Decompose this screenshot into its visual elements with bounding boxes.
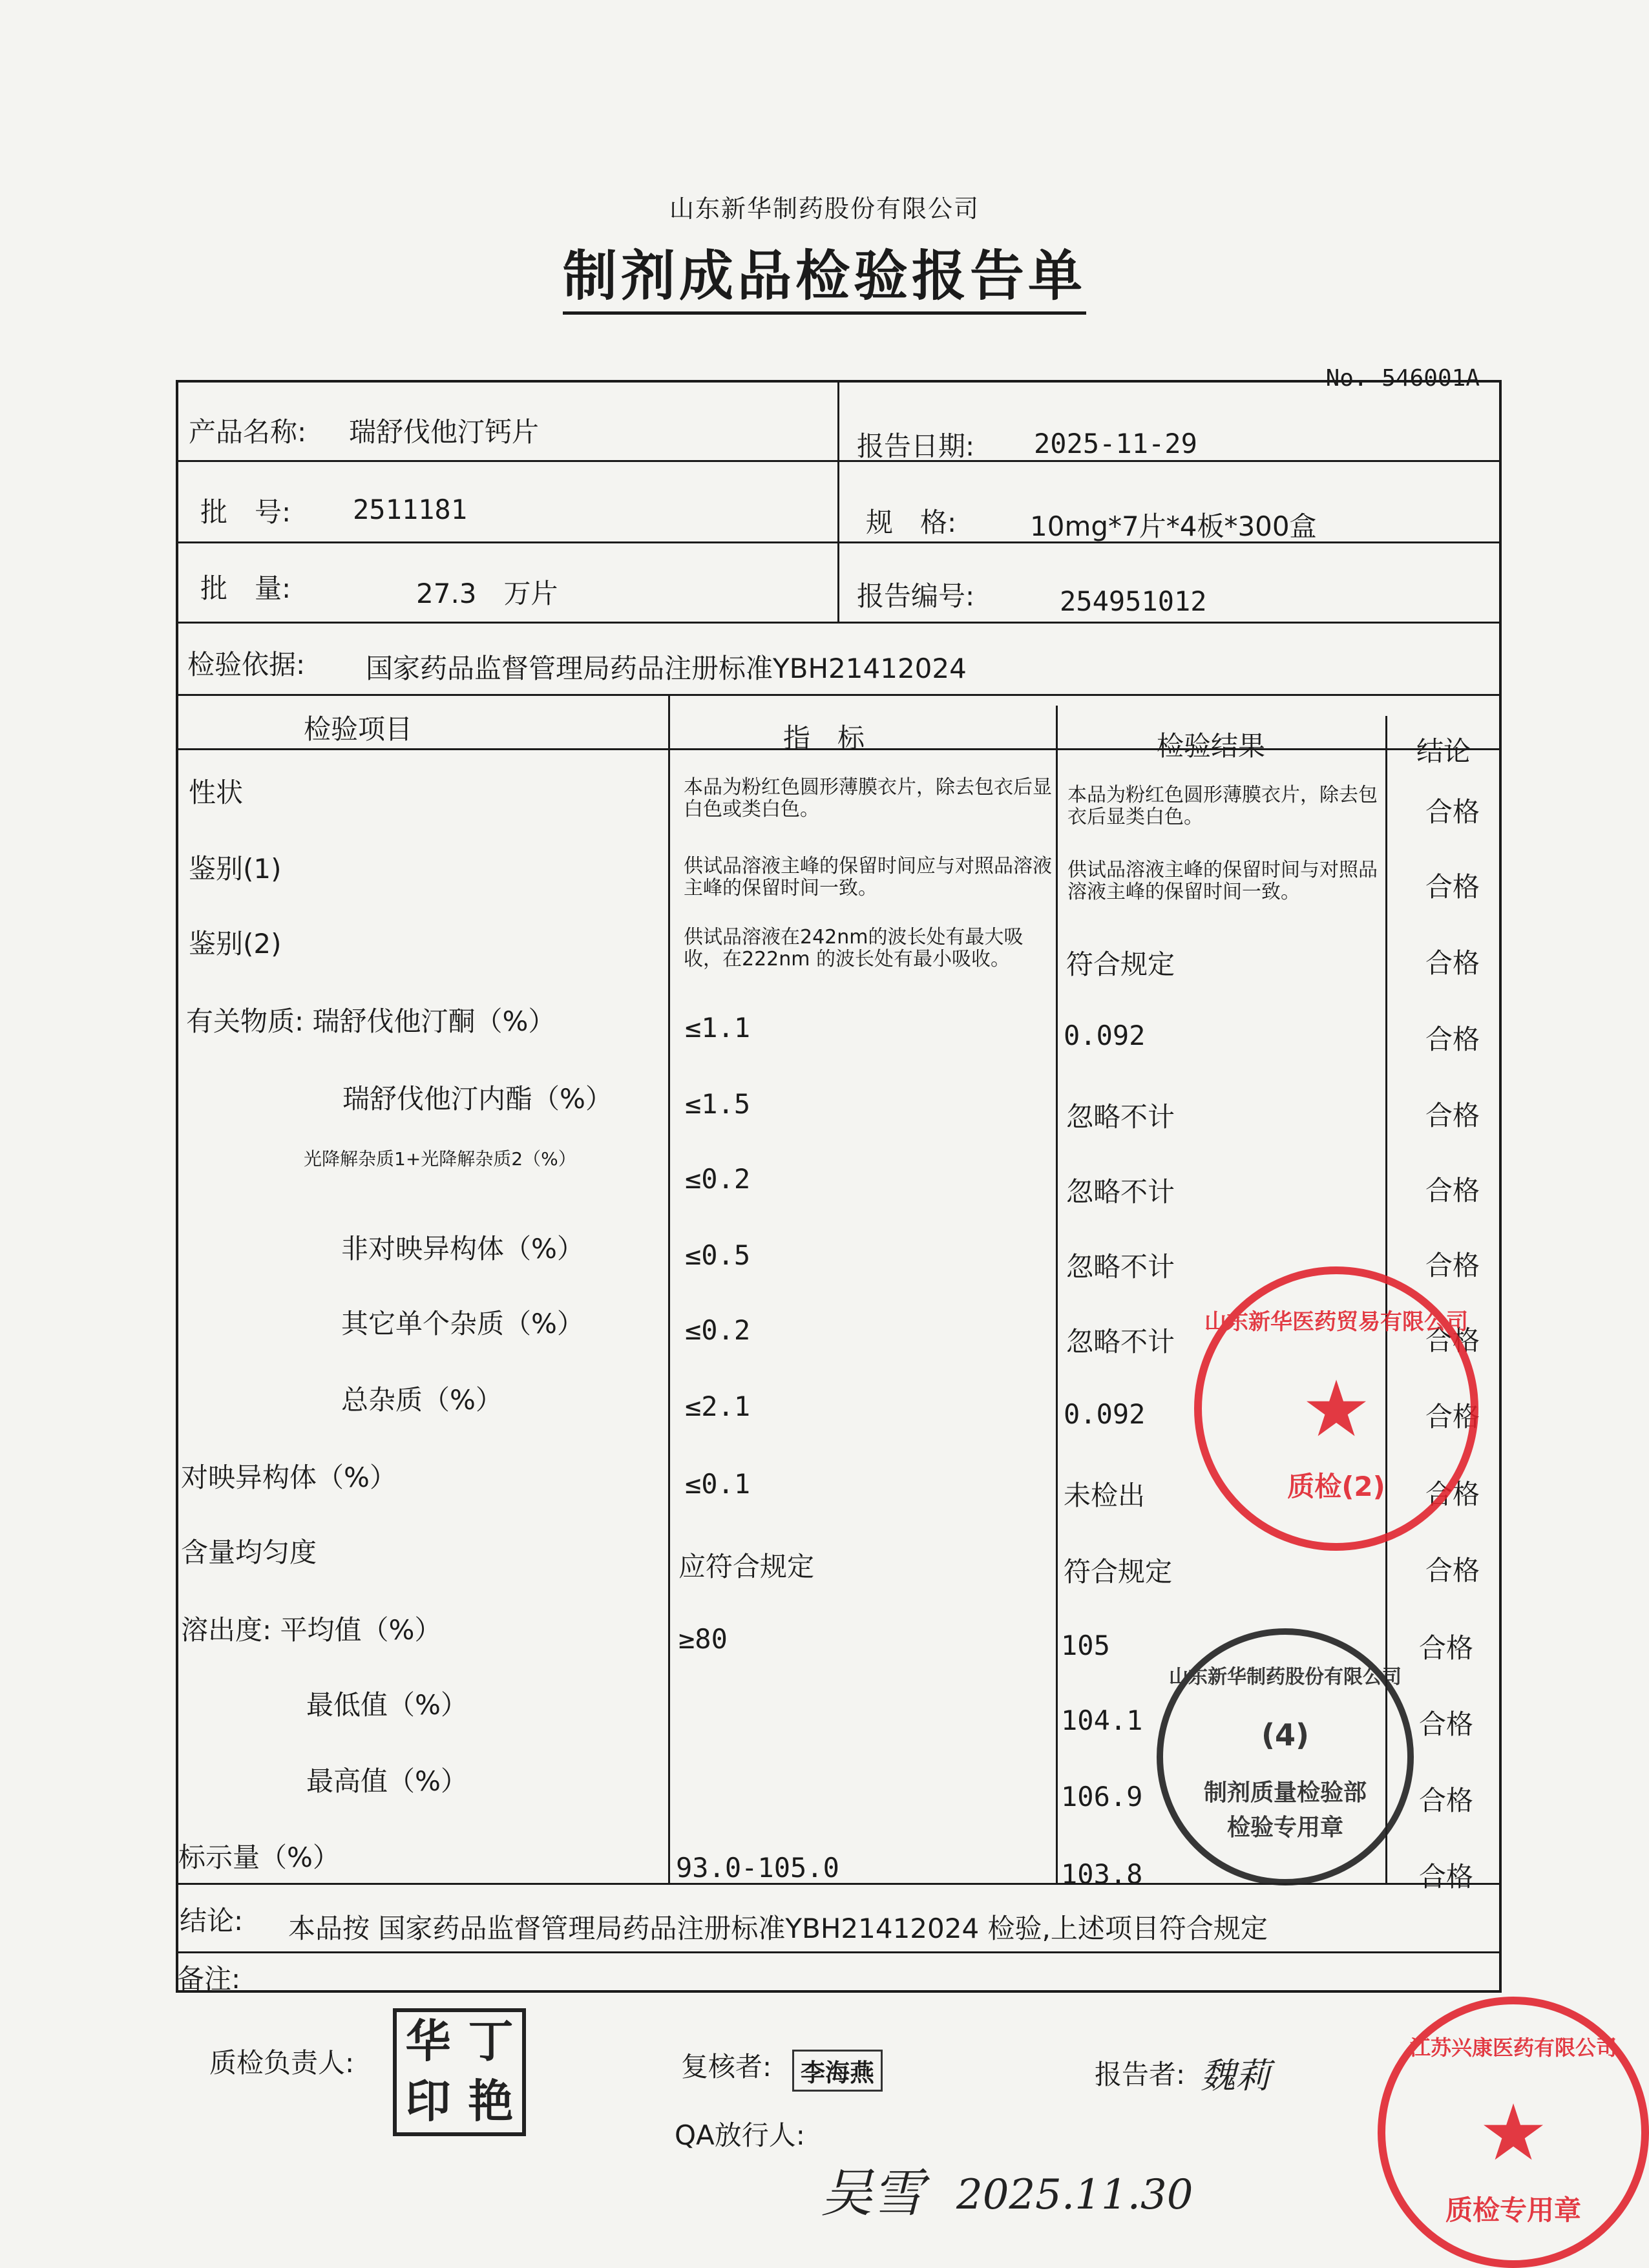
batch-number-value: 2511181 (353, 494, 468, 525)
inspection-department-stamp: 山东新华制药股份有限公司 (4) 制剂质量检验部 检验专用章 (1157, 1628, 1414, 1885)
row-spec: 供试品溶液在242nm的波长处有最大吸收，在222nm 的波长处有最小吸收。 (684, 926, 1024, 971)
row-result: 0.092 (1064, 1020, 1146, 1051)
conclusion-label: 结论: (180, 1905, 244, 1937)
inspection-basis-value: 国家药品监督管理局药品注册标准YBH21412024 (366, 653, 967, 684)
row-spec: ≤1.5 (685, 1088, 751, 1120)
row-spec: ≤0.2 (685, 1314, 751, 1346)
row-item: 性状 (189, 777, 244, 808)
company-name: 山东新华制药股份有限公司 (669, 194, 980, 223)
row-item: 含量均匀度 (181, 1537, 317, 1568)
row-item: 溶出度: 平均值（%） (181, 1614, 442, 1646)
row-item: 鉴别(2) (189, 928, 282, 960)
reviewer-label: 复核者: (681, 2051, 772, 2083)
row-conclusion: 合格 (1425, 1100, 1480, 1131)
batch-quantity-label: 批 量: (200, 572, 291, 604)
row-result: 供试品溶液主峰的保留时间与对照品溶液主峰的保留时间一致。 (1067, 859, 1378, 903)
product-name-label: 产品名称: (189, 416, 307, 448)
row-conclusion: 合格 (1425, 1555, 1480, 1586)
header-spec: 指 标 (783, 722, 865, 754)
row-conclusion: 合格 (1419, 1632, 1474, 1664)
row-result: 符合规定 (1066, 949, 1175, 980)
qa-release-date: 2025.11.30 (956, 2171, 1193, 2219)
inspection-basis-label: 检验依据: (187, 649, 306, 680)
row-result: 忽略不计 (1066, 1251, 1175, 1283)
row-conclusion: 合格 (1425, 1175, 1480, 1206)
row-spec: 本品为粉红色圆形薄膜衣片，除去包衣后显白色或类白色。 (684, 776, 1052, 821)
row-result: 0.092 (1064, 1398, 1146, 1430)
row-item: 对映异构体（%） (181, 1462, 397, 1493)
row-item: 标示量（%） (178, 1842, 340, 1873)
row-spec: 供试品溶液主峰的保留时间应与对照品溶液主峰的保留时间一致。 (684, 855, 1052, 899)
specification-label: 规 格: (866, 507, 957, 538)
batch-quantity-value: 27.3 万片 (416, 578, 558, 609)
red-company-stamp: 山东新华医药贸易有限公司 ★ 质检(2) (1194, 1266, 1478, 1551)
row-conclusion: 合格 (1425, 1250, 1480, 1281)
qa-signature: 吴雪 (821, 2163, 924, 2223)
report-date-value: 2025-11-29 (1034, 428, 1197, 459)
header-item: 检验项目 (304, 713, 413, 745)
reporter-signature: 魏莉 (1201, 2055, 1270, 2096)
row-conclusion: 合格 (1425, 796, 1480, 828)
row-spec: ≤0.5 (685, 1239, 751, 1271)
row-item: 其它单个杂质（%） (341, 1308, 584, 1339)
row-spec: ≤1.1 (685, 1012, 751, 1044)
row-conclusion: 合格 (1425, 1024, 1480, 1055)
row-result: 104.1 (1061, 1705, 1143, 1736)
row-spec: ≤0.1 (685, 1468, 751, 1500)
row-item: 有关物质: 瑞舒伐他汀酮（%） (186, 1005, 556, 1037)
row-conclusion: 合格 (1419, 1708, 1474, 1740)
report-title: 制剂成品检验报告单 (0, 233, 1649, 311)
row-item: 最高值（%） (306, 1765, 468, 1797)
row-conclusion: 合格 (1419, 1861, 1474, 1893)
row-conclusion: 合格 (1425, 1478, 1480, 1510)
batch-number-label: 批 号: (200, 496, 291, 528)
header-result: 检验结果 (1157, 730, 1266, 762)
row-result: 忽略不计 (1066, 1176, 1175, 1208)
row-item: 鉴别(1) (189, 853, 282, 885)
specification-value: 10mg*7片*4板*300盒 (1030, 510, 1317, 542)
row-result: 符合规定 (1064, 1556, 1173, 1588)
row-result: 本品为粉红色圆形薄膜衣片，除去包衣后显类白色。 (1067, 784, 1378, 828)
row-result: 106.9 (1061, 1781, 1143, 1812)
row-result: 忽略不计 (1066, 1101, 1175, 1133)
row-conclusion: 合格 (1419, 1785, 1474, 1816)
row-result: 103.8 (1061, 1858, 1143, 1890)
qc-manager-label: 质检负责人: (209, 2047, 355, 2079)
row-conclusion: 合格 (1425, 947, 1480, 979)
row-item: 瑞舒伐他汀内酯（%） (342, 1083, 613, 1115)
row-item: 非对映异构体（%） (341, 1233, 584, 1265)
report-number-label: 报告编号: (857, 580, 975, 612)
row-item: 光降解杂质1+光降解杂质2（%） (304, 1148, 576, 1170)
product-name-value: 瑞舒伐他汀钙片 (349, 416, 540, 448)
row-conclusion: 合格 (1425, 1325, 1480, 1356)
row-spec: ≤0.2 (685, 1163, 751, 1195)
conclusion-text: 本品按 国家药品监督管理局药品注册标准YBH21412024 检验,上述项目符合规定 (288, 1913, 1268, 1944)
remarks-label: 备注: (177, 1963, 241, 1995)
reporter-label: 报告者: (1095, 2059, 1186, 2090)
header-conclusion: 结论 (1416, 735, 1471, 767)
qa-release-label: QA放行人: (675, 2119, 805, 2151)
row-item: 总杂质（%） (341, 1384, 503, 1416)
row-spec: 应符合规定 (678, 1551, 815, 1582)
red-qc-stamp: 江苏兴康医药有限公司 ★ 质检专用章 (1378, 1997, 1649, 2268)
row-item: 最低值（%） (306, 1689, 468, 1721)
row-result: 忽略不计 (1066, 1326, 1175, 1358)
row-conclusion: 合格 (1425, 1401, 1480, 1433)
report-number-value: 254951012 (1060, 585, 1207, 617)
row-conclusion: 合格 (1425, 871, 1480, 903)
row-result: 未检出 (1064, 1480, 1146, 1511)
row-spec: ≤2.1 (685, 1391, 751, 1422)
row-result: 105 (1061, 1630, 1110, 1661)
qc-manager-seal: 华 丁 印 艳 (393, 2008, 526, 2136)
report-date-label: 报告日期: (857, 430, 975, 462)
reviewer-name-stamp: 李海燕 (792, 2050, 883, 2092)
row-spec: 93.0-105.0 (676, 1852, 839, 1884)
document-number: No. 546001A (1325, 365, 1480, 392)
row-spec: ≥80 (678, 1623, 728, 1655)
